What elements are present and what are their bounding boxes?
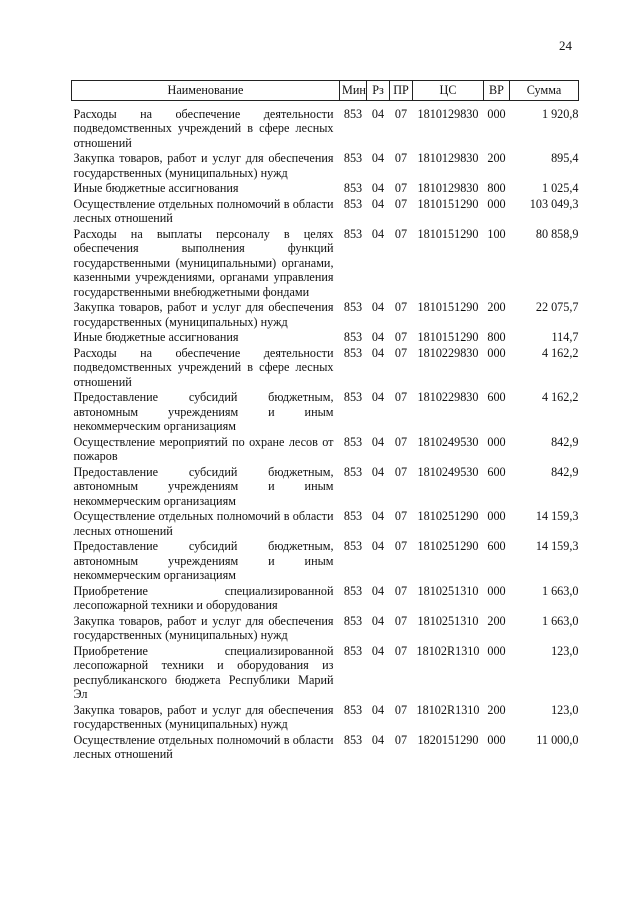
- cell-sum: 4 162,2: [541, 345, 579, 360]
- cell-sum: 123,0: [551, 643, 579, 658]
- cell-name: Иные бюджетные ассигнования: [73, 181, 239, 195]
- cell-cs: 1810151290: [417, 330, 479, 344]
- cell-sum: 842,9: [551, 434, 579, 449]
- cell-rz: 04: [371, 732, 385, 747]
- cell-name: Закупка товаров, работ и услуг для обеспечения государственных (муниципальных) нужд: [73, 613, 334, 642]
- cell-vr: 800: [487, 181, 506, 195]
- cell-pr: 07: [394, 702, 408, 717]
- cell-name: Расходы на выплаты персоналу в целях обеспечения выполнения функций государственными (муниципальными) органами, казенными учреждениями, органами управления государственными внебюджетными фондами: [73, 226, 334, 299]
- table-row: [72, 583, 579, 613]
- cell-pr: 07: [394, 345, 408, 360]
- cell-name: Закупка товаров, работ и услуг для обеспечения государственных (муниципальных) нужд: [73, 702, 334, 731]
- cell-rz: 04: [371, 434, 385, 449]
- header-min: Мин: [340, 81, 367, 101]
- cell-cs: 1810249530: [417, 464, 479, 479]
- cell-sum: 22 075,7: [535, 300, 579, 314]
- cell-sum: 895,4: [551, 151, 579, 165]
- cell-cs: 18102R1310: [416, 702, 480, 717]
- cell-rz: 04: [371, 702, 385, 717]
- table-row: [72, 389, 579, 434]
- cell-name: Приобретение специализированной лесопожарной техники и оборудования: [73, 583, 334, 612]
- table-row: [72, 299, 579, 329]
- cell-min: 853: [343, 732, 363, 747]
- cell-cs: 1810249530: [417, 434, 479, 449]
- cell-sum: 14 159,3: [535, 509, 579, 523]
- cell-cs: 1810151290: [417, 300, 479, 314]
- cell-cs: 1810251310: [417, 583, 479, 598]
- cell-rz: 04: [371, 509, 385, 523]
- cell-cs: 1810251310: [417, 613, 479, 628]
- cell-vr: 200: [487, 702, 506, 717]
- cell-pr: 07: [394, 226, 408, 241]
- table-row: [72, 464, 579, 509]
- cell-cs: 1810129830: [417, 106, 479, 121]
- cell-cs: 1810151290: [417, 196, 479, 211]
- table-row: [72, 538, 579, 583]
- header-rz: Рз: [367, 81, 390, 101]
- table-row: [72, 196, 579, 226]
- cell-vr: 100: [487, 226, 506, 241]
- cell-vr: 000: [487, 583, 506, 598]
- cell-name: Предоставление субсидий бюджетным, автономным учреждениям и иным некоммерческим организациям: [73, 539, 334, 582]
- cell-pr: 07: [394, 509, 408, 523]
- table-row: [72, 100, 579, 150]
- cell-rz: 04: [371, 345, 385, 360]
- cell-cs: 18102R1310: [416, 643, 480, 658]
- cell-cs: 1810129830: [417, 151, 479, 165]
- cell-min: 853: [343, 181, 363, 195]
- table-row: [72, 150, 579, 180]
- cell-name: Расходы на обеспечение деятельности подведомственных учреждений в сфере лесных отношений: [73, 345, 334, 389]
- cell-cs: 1810251290: [417, 509, 479, 523]
- cell-min: 853: [343, 509, 363, 523]
- table-row: [72, 345, 579, 390]
- cell-sum: 80 858,9: [535, 226, 579, 241]
- cell-name: Предоставление субсидий бюджетным, автономным учреждениям и иным некоммерческим организациям: [73, 390, 334, 433]
- budget-table: [71, 80, 579, 762]
- cell-min: 853: [343, 539, 363, 553]
- cell-sum: 1 025,4: [541, 181, 579, 195]
- cell-vr: 200: [487, 613, 506, 628]
- cell-name: Расходы на обеспечение деятельности подведомственных учреждений в сфере лесных отношений: [73, 106, 334, 150]
- cell-vr: 600: [487, 539, 506, 553]
- header-sum: Сумма: [510, 81, 579, 101]
- cell-rz: 04: [371, 643, 385, 658]
- cell-sum: 11 000,0: [536, 732, 579, 747]
- cell-pr: 07: [394, 583, 408, 598]
- cell-vr: 200: [487, 300, 506, 314]
- cell-sum: 842,9: [551, 464, 579, 479]
- table-row: [72, 329, 579, 345]
- cell-sum: 4 162,2: [541, 390, 579, 404]
- cell-name: Осуществление отдельных полномочий в области лесных отношений: [73, 732, 334, 761]
- cell-vr: 600: [487, 464, 506, 479]
- cell-name: Предоставление субсидий бюджетным, автономным учреждениям и иным некоммерческим организациям: [73, 464, 334, 508]
- cell-sum: 1 663,0: [541, 583, 579, 598]
- table-row: [72, 226, 579, 300]
- cell-pr: 07: [394, 181, 408, 195]
- cell-rz: 04: [371, 583, 385, 598]
- cell-min: 853: [343, 196, 363, 211]
- table-body: [72, 100, 579, 762]
- cell-vr: 000: [487, 509, 506, 523]
- table-row: [72, 180, 579, 196]
- cell-rz: 04: [371, 300, 385, 314]
- table-header-row: [72, 81, 579, 101]
- cell-pr: 07: [394, 300, 408, 314]
- table-row: [72, 732, 579, 762]
- cell-min: 853: [343, 330, 363, 344]
- cell-name: Закупка товаров, работ и услуг для обеспечения государственных (муниципальных) нужд: [73, 151, 334, 180]
- cell-vr: 000: [487, 345, 506, 360]
- cell-cs: 1810151290: [417, 226, 479, 241]
- cell-vr: 200: [487, 151, 506, 165]
- page-number: 24: [559, 38, 572, 53]
- cell-name: Приобретение специализированной лесопожарной техники и оборудования из республиканского бюджета Республики Марий Эл: [73, 643, 334, 701]
- cell-pr: 07: [394, 106, 408, 121]
- cell-vr: 000: [487, 732, 506, 747]
- cell-pr: 07: [394, 613, 408, 628]
- cell-vr: 000: [487, 106, 506, 121]
- cell-pr: 07: [394, 732, 408, 747]
- cell-rz: 04: [371, 390, 385, 404]
- cell-pr: 07: [394, 330, 408, 344]
- cell-name: Осуществление отдельных полномочий в области лесных отношений: [73, 196, 334, 225]
- cell-sum: 14 159,3: [535, 539, 579, 553]
- cell-min: 853: [343, 106, 363, 121]
- table-row: [72, 643, 579, 702]
- cell-sum: 1 920,8: [541, 106, 579, 121]
- cell-min: 853: [343, 345, 363, 360]
- table-row: [72, 702, 579, 732]
- cell-min: 853: [343, 643, 363, 658]
- cell-sum: 1 663,0: [541, 613, 579, 628]
- table-row: [72, 613, 579, 643]
- cell-sum: 114,7: [551, 330, 579, 344]
- cell-min: 853: [343, 583, 363, 598]
- cell-cs: 1810129830: [417, 181, 479, 195]
- cell-vr: 000: [487, 643, 506, 658]
- cell-min: 853: [343, 613, 363, 628]
- cell-cs: 1810229830: [417, 345, 479, 360]
- cell-vr: 000: [487, 196, 506, 211]
- header-cs: ЦС: [413, 81, 484, 101]
- cell-pr: 07: [394, 643, 408, 658]
- header-pr: ПР: [390, 81, 413, 101]
- cell-min: 853: [343, 300, 363, 314]
- cell-rz: 04: [371, 539, 385, 553]
- cell-rz: 04: [371, 196, 385, 211]
- cell-pr: 07: [394, 196, 408, 211]
- cell-vr: 600: [487, 390, 506, 404]
- cell-min: 853: [343, 151, 363, 165]
- header-name: Наименование: [72, 81, 340, 101]
- table-row: [72, 434, 579, 464]
- cell-rz: 04: [371, 613, 385, 628]
- cell-cs: 1820151290: [417, 732, 479, 747]
- cell-rz: 04: [371, 181, 385, 195]
- cell-min: 853: [343, 434, 363, 449]
- cell-pr: 07: [394, 151, 408, 165]
- cell-pr: 07: [394, 539, 408, 553]
- cell-name: Закупка товаров, работ и услуг для обеспечения государственных (муниципальных) нужд: [73, 300, 334, 329]
- cell-min: 853: [343, 390, 363, 404]
- cell-rz: 04: [371, 464, 385, 479]
- cell-cs: 1810229830: [417, 390, 479, 404]
- cell-min: 853: [343, 226, 363, 241]
- cell-name: Иные бюджетные ассигнования: [73, 330, 239, 344]
- cell-sum: 123,0: [551, 702, 579, 717]
- cell-sum: 103 049,3: [529, 196, 579, 211]
- header-vr: ВР: [484, 81, 510, 101]
- cell-pr: 07: [394, 434, 408, 449]
- cell-vr: 000: [487, 434, 506, 449]
- cell-rz: 04: [371, 226, 385, 241]
- cell-rz: 04: [371, 151, 385, 165]
- cell-min: 853: [343, 702, 363, 717]
- table-row: [72, 508, 579, 538]
- cell-cs: 1810251290: [417, 539, 479, 553]
- cell-pr: 07: [394, 390, 408, 404]
- cell-pr: 07: [394, 464, 408, 479]
- cell-rz: 04: [371, 330, 385, 344]
- cell-rz: 04: [371, 106, 385, 121]
- cell-min: 853: [343, 464, 363, 479]
- cell-name: Осуществление отдельных полномочий в области лесных отношений: [73, 509, 334, 538]
- cell-vr: 800: [487, 330, 506, 344]
- cell-name: Осуществление мероприятий по охране лесов от пожаров: [73, 434, 334, 463]
